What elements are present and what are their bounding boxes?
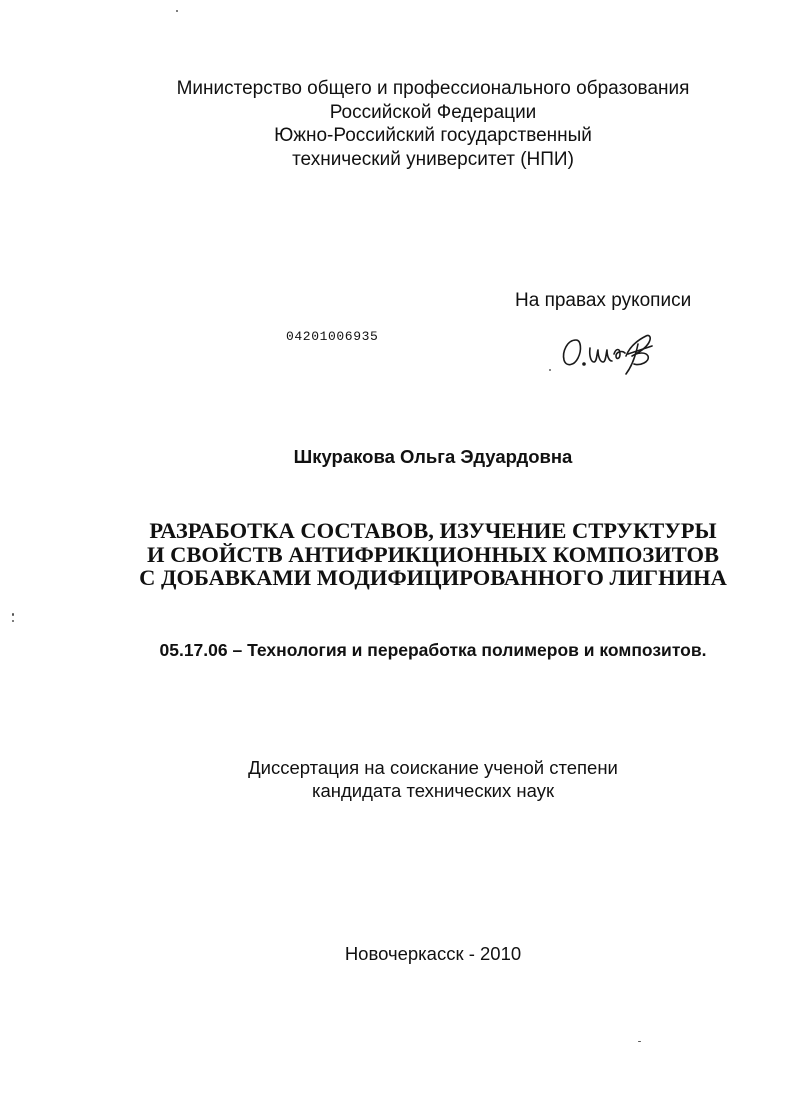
ministry-line: Российской Федерации (329, 101, 537, 123)
author-name: Шкуракова Ольга Эдуардовна (293, 446, 573, 467)
scan-speck (638, 1041, 641, 1042)
degree-statement (90, 756, 776, 802)
signature-icon (540, 326, 670, 378)
specialty-code: 05.17.06 – Технология и переработка полимеров и композитов. (159, 640, 707, 660)
title-line: РАЗРАБОТКА СОСТАВОВ, ИЗУЧЕНИЕ СТРУКТУРЫ (149, 518, 717, 543)
scan-speck (12, 620, 14, 622)
ministry-line: Южно-Российский государственный (274, 125, 592, 146)
title-line: И СВОЙСТВ АНТИФРИКЦИОННЫХ КОМПОЗИТОВ (147, 541, 719, 567)
ministry-line: Министерство общего и профессионального образования (176, 78, 690, 99)
document-number: 04201006935 (286, 329, 379, 344)
degree-line: кандидата технических наук (311, 780, 555, 801)
scan-speck (176, 10, 178, 12)
manuscript-rights-label: На правах рукописи (515, 290, 692, 311)
scan-speck (12, 613, 14, 616)
title-line: С ДОБАВКАМИ МОДИФИЦИРОВАННОГО ЛИГНИНА (139, 565, 727, 590)
dissertation-title (90, 519, 776, 590)
city-year: Новочеркасск - 2010 (344, 943, 522, 964)
ministry-line: технический университет (НПИ) (292, 148, 574, 170)
degree-line: Диссертация на соискание ученой степени (248, 757, 618, 778)
ministry-header (90, 77, 776, 171)
